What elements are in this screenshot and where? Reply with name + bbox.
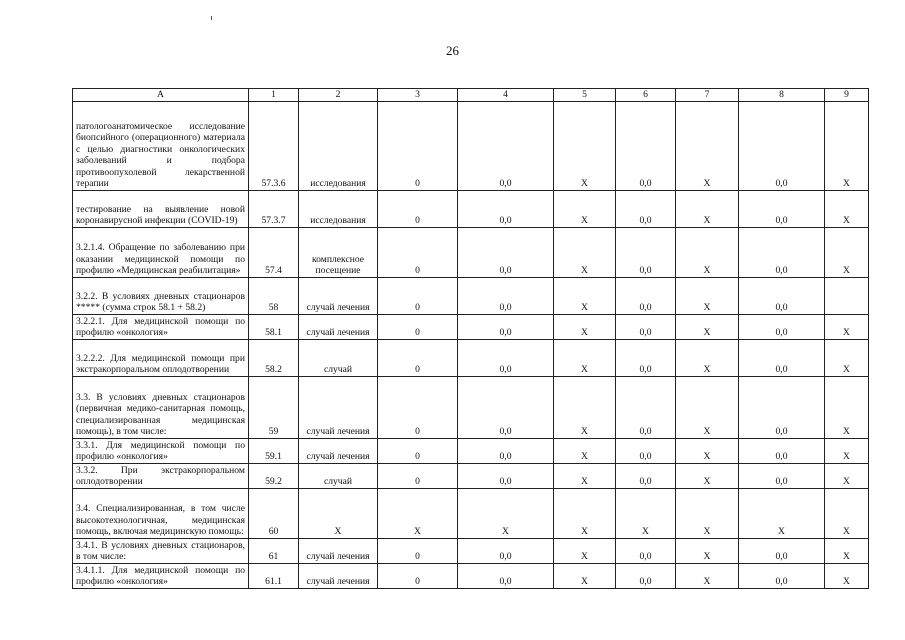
row-value: 0,0: [458, 563, 554, 588]
row-value: X: [676, 101, 739, 190]
header-cell: 6: [616, 89, 676, 102]
row-value: X: [676, 190, 739, 227]
row-value: X: [458, 488, 554, 538]
row-value: X: [825, 438, 869, 463]
row-value: 0: [378, 227, 458, 277]
table-row: [73, 101, 869, 190]
table-row: [73, 376, 869, 438]
row-code: 61.1: [249, 563, 299, 588]
row-unit: случай лечения: [299, 563, 378, 588]
row-value: X: [676, 563, 739, 588]
row-value: X: [554, 101, 616, 190]
table-row: [73, 339, 869, 376]
row-unit: X: [299, 488, 378, 538]
data-table: [72, 88, 869, 589]
row-value: 0,0: [616, 314, 676, 339]
table-row: [73, 463, 869, 488]
row-value: 0,0: [739, 438, 825, 463]
row-value: 0,0: [458, 101, 554, 190]
table-row: [73, 438, 869, 463]
row-name: 3.2.2. В условиях дневных стационаров ***** (сумма строк 58.1 + 58.2): [73, 277, 249, 314]
row-name: 3.4.1. В условиях дневных стационаров, в том числе:: [73, 538, 249, 563]
row-code: 58: [249, 277, 299, 314]
row-value: X: [554, 538, 616, 563]
row-value: X: [825, 463, 869, 488]
row-value: 0,0: [458, 538, 554, 563]
header-cell: 7: [676, 89, 739, 102]
row-value: 0,0: [739, 314, 825, 339]
row-value: X: [554, 314, 616, 339]
row-value: 0,0: [739, 190, 825, 227]
row-name: 3.4.1.1. Для медицинской помощи по профилю «онкология»: [73, 563, 249, 588]
table-row: [73, 488, 869, 538]
row-value: [825, 277, 869, 314]
row-value: 0,0: [458, 190, 554, 227]
row-value: 0,0: [458, 277, 554, 314]
row-value: X: [554, 563, 616, 588]
row-value: X: [676, 314, 739, 339]
row-value: X: [676, 277, 739, 314]
page-number: 26: [446, 43, 459, 58]
row-value: 0,0: [616, 438, 676, 463]
row-name: 3.3. В условиях дневных стационаров (первичная медико-санитарная помощь, специализированная медицинская помощь), в том числе:: [73, 376, 249, 438]
row-value: X: [554, 190, 616, 227]
header-cell: 5: [554, 89, 616, 102]
row-value: X: [676, 463, 739, 488]
row-value: X: [554, 463, 616, 488]
row-unit: исследования: [299, 190, 378, 227]
row-value: X: [676, 438, 739, 463]
row-value: 0: [378, 438, 458, 463]
row-value: 0,0: [616, 190, 676, 227]
row-value: X: [616, 488, 676, 538]
row-value: 0: [378, 101, 458, 190]
row-code: 57.4: [249, 227, 299, 277]
row-value: X: [676, 227, 739, 277]
header-cell: А: [73, 89, 249, 102]
row-code: 58.2: [249, 339, 299, 376]
table-row: [73, 563, 869, 588]
row-value: X: [378, 488, 458, 538]
table-row: [73, 227, 869, 277]
row-value: 0: [378, 314, 458, 339]
row-value: 0,0: [616, 339, 676, 376]
row-value: 0: [378, 190, 458, 227]
row-name: 3.4. Специализированная, в том числе высокотехнологичная, медицинская помощь, включая медицинскую помощь:: [73, 488, 249, 538]
row-value: X: [554, 339, 616, 376]
row-value: 0,0: [739, 101, 825, 190]
row-value: 0: [378, 563, 458, 588]
row-name: 3.3.2. При экстракорпоральном оплодотворении: [73, 463, 249, 488]
row-value: X: [554, 227, 616, 277]
row-value: 0,0: [458, 376, 554, 438]
row-unit: случай лечения: [299, 277, 378, 314]
row-value: X: [676, 488, 739, 538]
table-row: [73, 190, 869, 227]
header-cell: 4: [458, 89, 554, 102]
row-unit: комплексное посещение: [299, 227, 378, 277]
row-value: X: [676, 339, 739, 376]
row-unit: случай: [299, 339, 378, 376]
row-code: 58.1: [249, 314, 299, 339]
row-value: 0,0: [739, 339, 825, 376]
row-value: 0,0: [739, 563, 825, 588]
row-name: 3.2.2.2. Для медицинской помощи при экстракорпоральном оплодотворении: [73, 339, 249, 376]
row-value: 0,0: [616, 277, 676, 314]
row-code: 59.1: [249, 438, 299, 463]
row-unit: случай лечения: [299, 538, 378, 563]
row-value: 0,0: [739, 538, 825, 563]
row-code: 59: [249, 376, 299, 438]
row-code: 60: [249, 488, 299, 538]
header-cell: 8: [739, 89, 825, 102]
row-name: тестирование на выявление новой коронавирусной инфекции (COVID-19): [73, 190, 249, 227]
row-value: 0,0: [739, 277, 825, 314]
row-name: 3.2.1.4. Обращение по заболеванию при оказании медицинской помощи по профилю «Медицинская реабилитация»: [73, 227, 249, 277]
row-value: 0,0: [616, 376, 676, 438]
row-value: 0,0: [458, 463, 554, 488]
row-value: X: [825, 488, 869, 538]
row-code: 57.3.6: [249, 101, 299, 190]
row-value: X: [825, 101, 869, 190]
row-name: 3.3.1. Для медицинской помощи по профилю «онкология»: [73, 438, 249, 463]
row-value: X: [825, 376, 869, 438]
row-value: X: [676, 376, 739, 438]
row-unit: исследования: [299, 101, 378, 190]
row-value: 0,0: [458, 314, 554, 339]
row-unit: случай лечения: [299, 376, 378, 438]
row-value: 0,0: [458, 339, 554, 376]
row-value: X: [825, 563, 869, 588]
row-value: 0: [378, 376, 458, 438]
row-value: 0,0: [458, 227, 554, 277]
row-value: 0,0: [616, 463, 676, 488]
row-value: X: [825, 339, 869, 376]
row-value: 0,0: [616, 538, 676, 563]
row-value: 0,0: [616, 101, 676, 190]
row-code: 59.2: [249, 463, 299, 488]
scan-mark: [211, 16, 212, 20]
table-row: [73, 314, 869, 339]
row-value: X: [825, 227, 869, 277]
row-value: X: [825, 538, 869, 563]
row-value: 0: [378, 538, 458, 563]
row-value: 0,0: [616, 227, 676, 277]
row-value: X: [825, 314, 869, 339]
row-unit: случай: [299, 463, 378, 488]
row-value: X: [825, 190, 869, 227]
row-value: 0,0: [739, 463, 825, 488]
row-value: 0,0: [739, 227, 825, 277]
row-value: X: [739, 488, 825, 538]
row-unit: случай лечения: [299, 438, 378, 463]
row-value: 0,0: [739, 376, 825, 438]
row-value: X: [676, 538, 739, 563]
row-value: 0: [378, 463, 458, 488]
row-value: 0: [378, 339, 458, 376]
row-code: 61: [249, 538, 299, 563]
row-value: 0,0: [458, 438, 554, 463]
table-row: [73, 538, 869, 563]
table-row: [73, 277, 869, 314]
row-value: X: [554, 376, 616, 438]
header-cell: 2: [299, 89, 378, 102]
row-code: 57.3.7: [249, 190, 299, 227]
header-row: [73, 89, 869, 102]
row-unit: случай лечения: [299, 314, 378, 339]
row-value: 0: [378, 277, 458, 314]
header-cell: 1: [249, 89, 299, 102]
row-name: патологоанатомическое исследование биопсийного (операционного) материала с целью диагностики онкологических заболеваний и подбора противоопухолевой лекарственной терапии: [73, 101, 249, 190]
row-name: 3.2.2.1. Для медицинской помощи по профилю «онкология»: [73, 314, 249, 339]
header-cell: 9: [825, 89, 869, 102]
row-value: 0,0: [616, 563, 676, 588]
header-cell: 3: [378, 89, 458, 102]
row-value: X: [554, 277, 616, 314]
row-value: X: [554, 438, 616, 463]
row-value: X: [554, 488, 616, 538]
